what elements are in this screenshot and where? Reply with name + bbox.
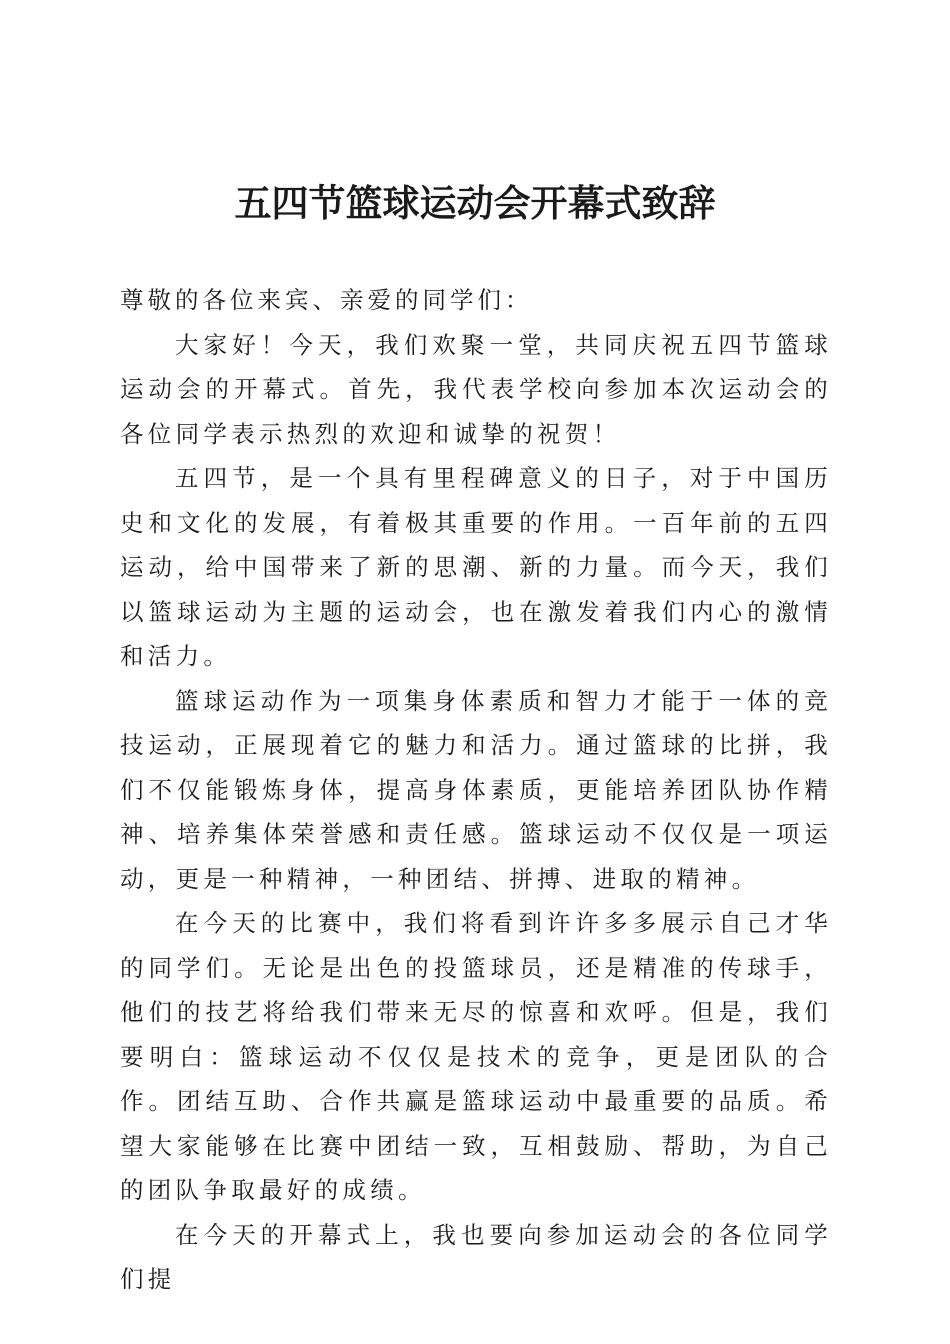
paragraph-may-fourth: 五四节，是一个具有里程碑意义的日子，对于中国历史和文化的发展，有着极其重要的作用。一百年前的五四运动，给中国带来了新的思潮、新的力量。而今天，我们以篮球运动为主题的运动会，也在激发着我们内心的激情和活力。 [120, 464, 832, 670]
document-body [120, 278, 832, 1302]
paragraph-teamwork: 在今天的比赛中，我们将看到许许多多展示自己才华的同学们。无论是出色的投篮球员，还是精准的传球手，他们的技艺将给我们带来无尽的惊喜和欢呼。但是，我们要明白：篮球运动不仅仅是技术的竞争，更是团队的合作。团结互助、合作共赢是篮球运动中最重要的品质。希望大家能够在比赛中团结一致，互相鼓励、帮助，为自己的团队争取最好的成绩。 [120, 909, 832, 1204]
paragraph-basketball-spirit: 篮球运动作为一项集身体素质和智力才能于一体的竞技运动，正展现着它的魅力和活力。通过篮球的比拼，我们不仅能锻炼身体，提高身体素质，更能培养团队协作精神、培养集体荣誉感和责任感。篮球运动不仅仅是一项运动，更是一种精神，一种团结、拼搏、进取的精神。 [120, 686, 832, 893]
paragraph-welcome: 大家好！今天，我们欢聚一堂，共同庆祝五四节篮球运动会的开幕式。首先，我代表学校向参加本次运动会的各位同学表示热烈的欢迎和诚挚的祝贺！ [120, 330, 832, 448]
paragraph-opening-ceremony: 在今天的开幕式上，我也要向参加运动会的各位同学们提 [120, 1220, 832, 1293]
document-title: 五四节篮球运动会开幕式致辞 [234, 181, 716, 225]
salutation: 尊敬的各位来宾、亲爱的同学们： [120, 286, 533, 314]
